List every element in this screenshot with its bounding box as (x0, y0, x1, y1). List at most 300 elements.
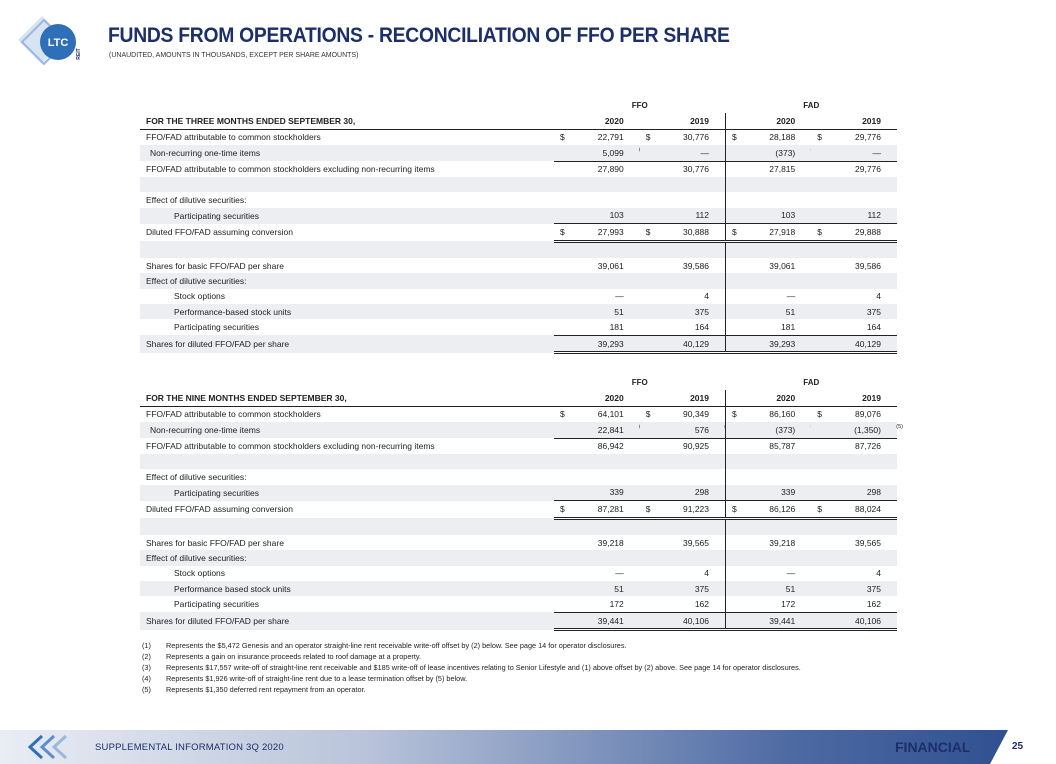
value-cell (640, 161, 726, 177)
value-cell (811, 535, 897, 550)
value-cell (811, 469, 897, 484)
value-cell (554, 224, 640, 241)
value-text: 91,223 (683, 503, 709, 514)
currency-symbol: $ (645, 409, 651, 420)
value-cell (811, 177, 897, 192)
value-cell (811, 406, 897, 422)
value-cell (640, 273, 726, 288)
value-cell (726, 501, 812, 518)
value-cell (811, 438, 897, 454)
three-months-table (140, 98, 897, 354)
row-label: Shares for basic FFO/FAD per share (146, 537, 284, 548)
value-cell (640, 550, 726, 565)
year-header: 2019 (640, 113, 726, 129)
value-cell (811, 319, 897, 335)
row-label: FFO/FAD attributable to common stockholders (146, 132, 321, 143)
value-text: 39,565 (683, 537, 709, 548)
currency-symbol: $ (817, 503, 822, 514)
value-text: 88,024 (855, 503, 881, 514)
currency-symbol: $ (732, 503, 737, 514)
value-text: 39,441 (769, 615, 796, 626)
value-cell (811, 161, 897, 177)
value-text: 28,188 (769, 132, 796, 143)
row-label: FFO/FAD attributable to common stockholders (146, 409, 321, 420)
value-cell (554, 289, 640, 304)
value-cell (640, 422, 726, 438)
row-label: Non-recurring one-time items (140, 422, 554, 438)
value-text: 39,586 (855, 260, 881, 271)
value-cell (811, 192, 897, 207)
value-text: 86,126 (769, 503, 796, 514)
value-text: 89,076 (855, 409, 881, 420)
value-cell (640, 208, 726, 224)
value-text: 375 (866, 583, 881, 594)
value-text: 90,925 (683, 441, 709, 452)
value-cell (811, 208, 897, 224)
value-text: 51 (614, 583, 624, 594)
value-cell (640, 335, 726, 352)
value-text: 172 (609, 599, 624, 610)
table-row (140, 289, 897, 304)
value-cell (554, 485, 640, 501)
value-cell (811, 566, 897, 581)
value-cell (554, 192, 640, 207)
row-label: Shares for diluted FFO/FAD per share (140, 612, 554, 629)
row-label: Shares for diluted FFO/FAD per share (140, 335, 554, 352)
row-label: Effect of dilutive securities: (146, 195, 247, 206)
value-cell (554, 145, 640, 161)
footer-section: FINANCIAL (895, 739, 971, 755)
value-cell (640, 501, 726, 518)
value-cell (726, 596, 812, 612)
value-cell (726, 177, 812, 192)
value-cell (640, 535, 726, 550)
row-label: Stock options (174, 568, 226, 579)
value-cell (811, 485, 897, 501)
logo-subtext: REIT (76, 48, 82, 60)
year-header: 2019 (811, 113, 897, 129)
value-cell (811, 289, 897, 304)
value-text: 22,841 (597, 424, 624, 435)
table-row (140, 161, 897, 177)
row-label: FFO/FAD attributable to common stockholders excluding non-recurring items (146, 441, 435, 451)
table-row (140, 469, 897, 484)
value-cell (726, 518, 812, 535)
footnote-item (142, 651, 902, 662)
value-text: 90,349 (683, 409, 709, 420)
value-text: 164 (866, 322, 881, 333)
value-cell (554, 438, 640, 454)
value-text: 30,776 (683, 132, 709, 143)
value-text: 375 (694, 583, 709, 594)
row-label: Diluted FFO/FAD assuming conversion (146, 227, 293, 238)
footnote-text: Represents $1,350 deferred rent repayment from an operator. (166, 685, 366, 694)
table-row (140, 518, 897, 535)
footnote-item (142, 684, 902, 695)
value-text: 4 (704, 568, 709, 579)
value-cell (554, 469, 640, 484)
currency-symbol: $ (560, 503, 565, 514)
value-cell (554, 406, 640, 422)
value-text: (1,350) (854, 424, 881, 435)
value-text: 29,776 (855, 164, 881, 175)
row-label (140, 241, 554, 258)
group-header-ffo: FFO (631, 378, 648, 388)
value-text: 86,160 (769, 409, 796, 420)
value-cell (554, 241, 640, 258)
value-text: 375 (866, 306, 881, 317)
value-cell (811, 454, 897, 469)
value-cell (640, 304, 726, 319)
row-label: Shares for basic FFO/FAD per share (146, 260, 284, 271)
logo-text: LTC (47, 37, 69, 49)
table-row (140, 177, 897, 192)
table-row (140, 258, 897, 273)
table-row (140, 454, 897, 469)
value-text: — (700, 147, 709, 158)
value-text: 39,441 (597, 615, 624, 626)
table-row (140, 273, 897, 288)
value-text: 39,218 (769, 537, 796, 548)
value-text: 85,787 (769, 441, 796, 452)
year-header: 2019 (811, 390, 897, 406)
value-text: 29,776 (855, 132, 881, 143)
value-text: 5,099 (602, 147, 624, 158)
table-row (140, 612, 897, 629)
value-cell (640, 406, 726, 422)
value-text: 40,106 (855, 615, 881, 626)
value-text: 39,061 (769, 260, 796, 271)
value-text: 39,586 (683, 260, 709, 271)
value-text: 181 (781, 322, 796, 333)
footnote-number: (2) (142, 652, 151, 661)
row-label: Participating securities (174, 322, 260, 333)
value-cell (726, 469, 812, 484)
value-text: 162 (866, 599, 881, 610)
footer-bar (0, 730, 1056, 764)
value-cell (640, 177, 726, 192)
value-cell (554, 304, 640, 319)
value-text: 39,293 (769, 338, 796, 349)
row-label: Stock options (174, 291, 226, 302)
footnote-text: Represents the $5,472 Genesis and an operator straight-line rent receivable write-off offset by (2) below. See page 14 for operator disclosures. (166, 641, 627, 650)
currency-symbol: $ (732, 409, 737, 420)
value-text: 51 (785, 306, 796, 317)
currency-symbol: $ (732, 132, 737, 143)
currency-symbol: $ (560, 132, 565, 143)
footnote-item (142, 662, 902, 673)
value-cell (640, 596, 726, 612)
value-text: (373) (775, 147, 796, 158)
value-cell (726, 319, 812, 335)
value-cell (554, 273, 640, 288)
footnote-number: (1) (142, 641, 151, 650)
row-label (140, 518, 554, 535)
value-cell (640, 518, 726, 535)
row-label: Effect of dilutive securities: (146, 472, 247, 483)
value-cell (554, 319, 640, 335)
value-cell (554, 518, 640, 535)
year-header: 2020 (554, 113, 640, 129)
value-cell (726, 406, 812, 422)
value-text: 576 (694, 424, 709, 435)
group-header-ffo: FFO (631, 101, 648, 111)
value-cell (726, 422, 812, 438)
table-row (140, 335, 897, 352)
row-label: FFO/FAD attributable to common stockholders excluding non-recurring items (146, 164, 435, 174)
table-row (140, 241, 897, 258)
value-cell (640, 581, 726, 596)
value-text: 298 (866, 487, 881, 498)
row-label: Effect of dilutive securities: (140, 550, 554, 565)
row-label: Participating securities (140, 485, 554, 501)
footnote-item (142, 640, 902, 651)
currency-symbol: $ (732, 226, 737, 237)
value-text: 39,565 (855, 537, 881, 548)
value-cell (811, 258, 897, 273)
value-text: — (786, 568, 796, 579)
value-cell (640, 192, 726, 207)
chevrons-icon (20, 734, 80, 760)
footnote-number: (5) (142, 685, 151, 694)
value-text: 339 (781, 487, 796, 498)
footnote-ref: (5) (896, 424, 903, 431)
nine-months-table (140, 375, 903, 631)
value-text: 4 (876, 568, 881, 579)
table-row (140, 596, 897, 612)
value-text: 40,106 (683, 615, 709, 626)
currency-symbol: $ (817, 132, 822, 143)
value-cell (554, 550, 640, 565)
value-text: 375 (694, 306, 709, 317)
value-cell (811, 518, 897, 535)
currency-symbol: $ (645, 132, 651, 143)
value-text: — (786, 291, 796, 302)
table-row (140, 581, 897, 596)
value-cell (640, 566, 726, 581)
footnote-number: (3) (142, 663, 151, 672)
value-text: 339 (609, 487, 624, 498)
value-text: 27,815 (769, 164, 796, 175)
value-cell (811, 129, 897, 145)
value-cell (726, 485, 812, 501)
value-text: 4 (876, 291, 881, 302)
value-text: 51 (785, 583, 796, 594)
value-cell (811, 501, 897, 518)
year-header: 2019 (640, 390, 726, 406)
table-row (140, 224, 897, 241)
value-cell (726, 581, 812, 596)
currency-symbol: $ (560, 409, 565, 420)
table-row (140, 319, 897, 335)
value-text: — (872, 147, 881, 158)
value-cell (640, 145, 726, 161)
group-header-fad: FAD (803, 378, 820, 388)
footnotes (142, 640, 902, 695)
table-row (140, 304, 897, 319)
value-cell (554, 258, 640, 273)
value-cell (726, 273, 812, 288)
table-row (140, 501, 897, 518)
value-cell (811, 224, 897, 241)
value-text: 30,888 (683, 226, 709, 237)
value-text: 27,918 (769, 226, 796, 237)
row-label: Performance-based stock units (140, 304, 554, 319)
value-cell (811, 335, 897, 352)
value-text: 103 (781, 210, 796, 221)
value-cell (726, 208, 812, 224)
value-text: 4 (704, 291, 709, 302)
row-label: Participating securities (140, 208, 554, 224)
value-cell (554, 129, 640, 145)
value-text: — (615, 568, 624, 579)
value-cell (640, 469, 726, 484)
value-cell (811, 581, 897, 596)
value-cell (554, 161, 640, 177)
value-cell (554, 596, 640, 612)
value-cell (726, 612, 812, 629)
row-label (140, 177, 554, 192)
currency-symbol: $ (560, 226, 565, 237)
value-cell (811, 550, 897, 565)
value-cell (640, 612, 726, 629)
footnote-text: Represents $1,926 write-off of straight-line rent due to a lease termination offset by (5) below. (166, 674, 468, 683)
value-cell (726, 535, 812, 550)
value-text: 172 (781, 599, 796, 610)
table-row (140, 406, 897, 422)
table-row (140, 192, 897, 207)
group-header-fad: FAD (803, 101, 820, 111)
value-text: 27,993 (597, 226, 624, 237)
value-cell (554, 208, 640, 224)
footnote-text: Represents $17,557 write-off of straight-line rent receivable and $185 write-off of lease incentives relating to Senior Lifestyle and (1) above offset by (2) above. See page 14 for operator disclosures. (166, 663, 801, 672)
currency-symbol: $ (817, 409, 822, 420)
period-label: FOR THE THREE MONTHS ENDED SEPTEMBER 30, (140, 113, 554, 129)
value-text: 87,726 (855, 441, 881, 452)
value-text: 22,791 (597, 132, 624, 143)
value-text: 162 (694, 599, 709, 610)
value-text: 112 (867, 210, 881, 221)
table-row (140, 129, 897, 145)
value-text: 30,776 (683, 164, 709, 175)
value-cell (640, 485, 726, 501)
footnote-text: Represents a gain on insurance proceeds related to roof damage at a property. (166, 652, 422, 661)
value-cell (726, 566, 812, 581)
value-cell (640, 258, 726, 273)
value-cell (726, 129, 812, 145)
currency-symbol: $ (645, 503, 651, 514)
value-text: 40,129 (683, 338, 709, 349)
value-cell (726, 192, 812, 207)
table-row (140, 422, 897, 438)
value-cell (640, 129, 726, 145)
value-cell (640, 438, 726, 454)
row-label: Non-recurring one-time items (140, 145, 554, 161)
table-row (140, 566, 897, 581)
value-text: 86,942 (597, 441, 624, 452)
value-cell (554, 422, 640, 438)
value-cell (640, 289, 726, 304)
value-text: (373) (775, 424, 796, 435)
row-label (140, 454, 554, 469)
table-row (140, 145, 897, 161)
company-logo (14, 14, 84, 70)
table-row (140, 535, 897, 550)
currency-symbol: $ (817, 226, 822, 237)
value-cell (640, 454, 726, 469)
footer-title: SUPPLEMENTAL INFORMATION 3Q 2020 (95, 742, 284, 753)
value-cell (726, 550, 812, 565)
value-text: 181 (609, 322, 624, 333)
value-cell (726, 454, 812, 469)
value-text: 27,890 (597, 164, 624, 175)
value-cell (726, 304, 812, 319)
value-text: 29,888 (855, 226, 881, 237)
value-cell (554, 501, 640, 518)
value-text: 87,281 (597, 503, 624, 514)
value-text: 112 (695, 210, 709, 221)
value-cell (640, 319, 726, 335)
value-cell (554, 581, 640, 596)
value-cell (726, 335, 812, 352)
value-text: 103 (609, 210, 624, 221)
period-label: FOR THE NINE MONTHS ENDED SEPTEMBER 30, (140, 390, 554, 406)
value-text: 39,061 (597, 260, 624, 271)
value-cell (554, 566, 640, 581)
value-cell (726, 258, 812, 273)
page-subtitle: (UNAUDITED, AMOUNTS IN THOUSANDS, EXCEPT PER SHARE AMOUNTS) (109, 52, 359, 59)
value-cell (726, 161, 812, 177)
table-row (140, 550, 897, 565)
value-cell (640, 224, 726, 241)
value-cell (811, 241, 897, 258)
value-text: 39,293 (597, 338, 624, 349)
value-cell (811, 145, 897, 161)
year-header: 2020 (726, 113, 812, 129)
table-row (140, 438, 897, 454)
value-cell (554, 177, 640, 192)
value-cell (726, 241, 812, 258)
table-row (140, 485, 897, 501)
value-text: 51 (614, 306, 624, 317)
value-cell (726, 438, 812, 454)
value-text: 164 (694, 322, 709, 333)
value-cell (811, 612, 897, 629)
value-cell (811, 273, 897, 288)
row-label: Effect of dilutive securities: (140, 273, 554, 288)
value-cell (726, 224, 812, 241)
year-header: 2020 (726, 390, 812, 406)
value-cell (811, 596, 897, 612)
footnote-number: (4) (142, 674, 151, 683)
table-row (140, 208, 897, 224)
value-cell (554, 535, 640, 550)
value-cell (726, 289, 812, 304)
value-cell (811, 422, 903, 438)
value-text: 64,101 (597, 409, 624, 420)
value-cell (554, 335, 640, 352)
currency-symbol: $ (645, 226, 651, 237)
value-text: 298 (694, 487, 709, 498)
page-number: 25 (1012, 741, 1024, 752)
value-text: — (615, 291, 624, 302)
value-text: 40,129 (855, 338, 881, 349)
page-title: FUNDS FROM OPERATIONS - RECONCILIATION OF FFO PER SHARE (108, 24, 730, 47)
value-cell (811, 304, 897, 319)
value-cell (554, 612, 640, 629)
row-label: Diluted FFO/FAD assuming conversion (146, 504, 293, 515)
value-cell (726, 145, 812, 161)
